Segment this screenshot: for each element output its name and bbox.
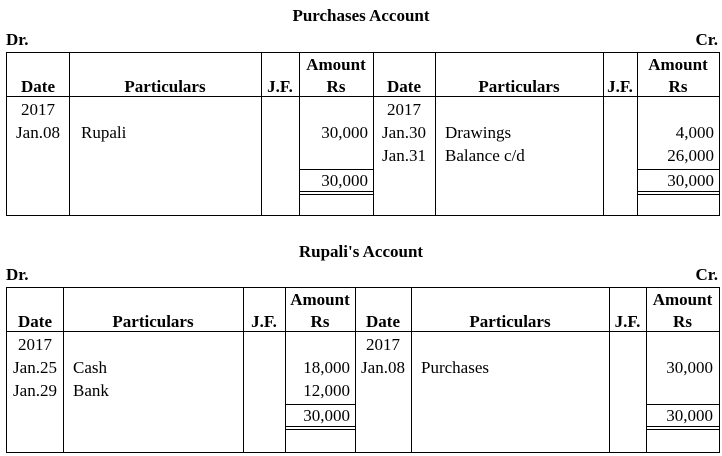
rupali-header-date-credit: Date: [366, 312, 400, 331]
purchases-credit-date-1: Jan.30: [382, 123, 426, 142]
purchases-header-date-debit: Date: [21, 77, 55, 96]
rupali-debit-particulars-2: Bank: [73, 381, 109, 400]
purchases-header-particulars-debit: Particulars: [124, 77, 206, 96]
rupali-debit-amount-1: 18,000: [303, 358, 350, 377]
purchases-credit-date-2: Jan.31: [382, 146, 426, 165]
purchases-debit-particulars: Rupali: [81, 123, 127, 142]
rupali-debit-year: 2017: [18, 335, 52, 354]
rupali-header-amount-credit: Amount: [652, 290, 713, 309]
rupali-header-amount-debit: Amount: [290, 290, 350, 309]
rupali-dr-label: Dr.: [6, 265, 29, 284]
rupali-debit-particulars-1: Cash: [73, 358, 107, 377]
purchases-credit-amount-1: 4,000: [675, 123, 714, 142]
purchases-debit-date: Jan.08: [16, 123, 60, 142]
purchases-credit-particulars-1: Drawings: [445, 123, 512, 142]
purchases-debit-amount: 30,000: [321, 123, 368, 142]
rupali-credit-particulars-1: Purchases: [421, 358, 489, 377]
rupali-debit-date-2: Jan.29: [13, 381, 57, 400]
rupali-debit-date-1: Jan.25: [13, 358, 57, 377]
purchases-debit-year: 2017: [21, 100, 55, 119]
purchases-credit-year: 2017: [387, 100, 421, 119]
rupali-credit-date-1: Jan.08: [361, 358, 405, 377]
purchases-header-particulars-credit: Particulars: [478, 77, 560, 96]
purchases-debit-total: 30,000: [321, 171, 368, 190]
rupali-header-jf-credit: J.F.: [614, 312, 641, 331]
purchases-header-amount-debit: Amount: [306, 55, 366, 74]
rupali-credit-year: 2017: [366, 335, 400, 354]
rupali-header-jf-debit: J.F.: [251, 312, 277, 331]
purchases-header-date-credit: Date: [387, 77, 421, 96]
rupali-ledger-table: [6, 287, 720, 453]
purchases-credit-particulars-2: Balance c/d: [445, 146, 525, 165]
purchases-header-amount-credit: Amount: [648, 55, 708, 74]
rupali-credit-amount-1: 30,000: [666, 358, 713, 377]
rupali-cr-label: Cr.: [695, 265, 718, 284]
purchases-credit-amount-2: 26,000: [667, 146, 714, 165]
purchases-header-rs-credit: Rs: [668, 77, 688, 96]
rupali-debit-total: 30,000: [303, 406, 350, 425]
rupali-header-particulars-debit: Particulars: [112, 312, 194, 331]
purchases-header-jf-credit: J.F.: [607, 77, 633, 96]
purchases-dr-label: Dr.: [6, 30, 29, 49]
rupali-header-particulars-credit: Particulars: [469, 312, 551, 331]
rupali-account-title: Rupali's Account: [298, 242, 424, 261]
rupali-debit-amount-2: 12,000: [303, 381, 350, 400]
purchases-cr-label: Cr.: [695, 30, 718, 49]
rupali-header-date-debit: Date: [18, 312, 52, 331]
rupali-header-rs-debit: Rs: [310, 312, 330, 331]
purchases-account-title: Purchases Account: [292, 6, 430, 25]
rupali-header-rs-credit: Rs: [673, 312, 692, 331]
purchases-header-rs-debit: Rs: [326, 77, 346, 96]
rupali-credit-total: 30,000: [666, 406, 713, 425]
purchases-credit-total: 30,000: [667, 171, 714, 190]
purchases-ledger-table: [6, 52, 720, 216]
purchases-header-jf-debit: J.F.: [267, 77, 293, 96]
